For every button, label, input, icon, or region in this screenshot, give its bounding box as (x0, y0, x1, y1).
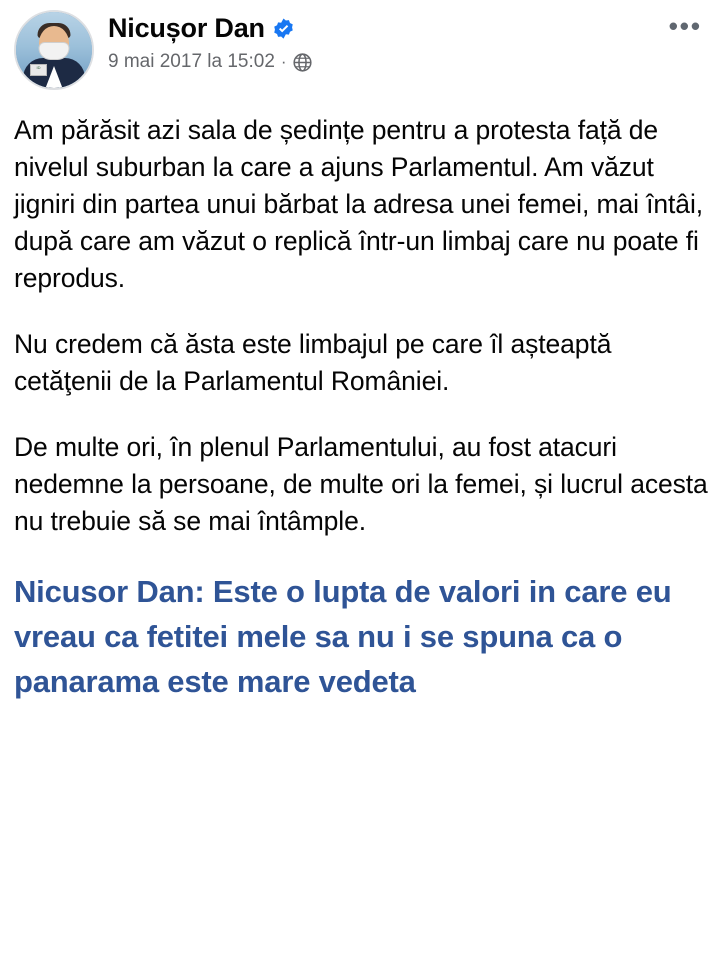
post-paragraph-3: De multe ori, în plenul Parlamentului, au fost atacuri nedemne la persoane, de multe ori la femei, și lucrul acesta nu trebuie să se mai întâmple. (14, 432, 708, 536)
post-header-text (94, 10, 661, 73)
avatar-id-badge: ID (30, 64, 47, 76)
verified-badge-icon (272, 17, 295, 40)
post-headline: Nicusor Dan: Este o lupta de valori in care eu vreau ca fetitei mele sa nu i se spuna ca o panarama este mare vedeta (14, 574, 672, 699)
post-options-menu-icon[interactable]: ••• (668, 11, 702, 41)
avatar-face-mask (39, 42, 70, 60)
author-name[interactable]: Nicușor Dan (108, 13, 265, 43)
avatar[interactable] (14, 10, 94, 90)
avatar-photo (16, 12, 92, 88)
post-paragraph-1: Am părăsit azi sala de ședințe pentru a protesta față de nivelul suburban la care a ajuns Parlamentul. Am văzut jigniri din partea unui bărbat la adresa unei femei, mai întâi, după care am văzut o replică într-un limbaj care nu poate fi reprodus. (14, 115, 703, 293)
post-body (0, 90, 720, 704)
meta-separator: · (280, 52, 287, 71)
post-header (0, 0, 720, 90)
author-row (108, 12, 661, 44)
post-meta (108, 51, 661, 73)
post-paragraph-2: Nu credem că ăsta este limbajul pe care îl așteaptă cetăţenii de la Parlamentul României. (14, 329, 612, 396)
post-timestamp[interactable]: 9 mai 2017 la 15:02 (108, 51, 275, 72)
globe-icon[interactable] (293, 53, 312, 72)
